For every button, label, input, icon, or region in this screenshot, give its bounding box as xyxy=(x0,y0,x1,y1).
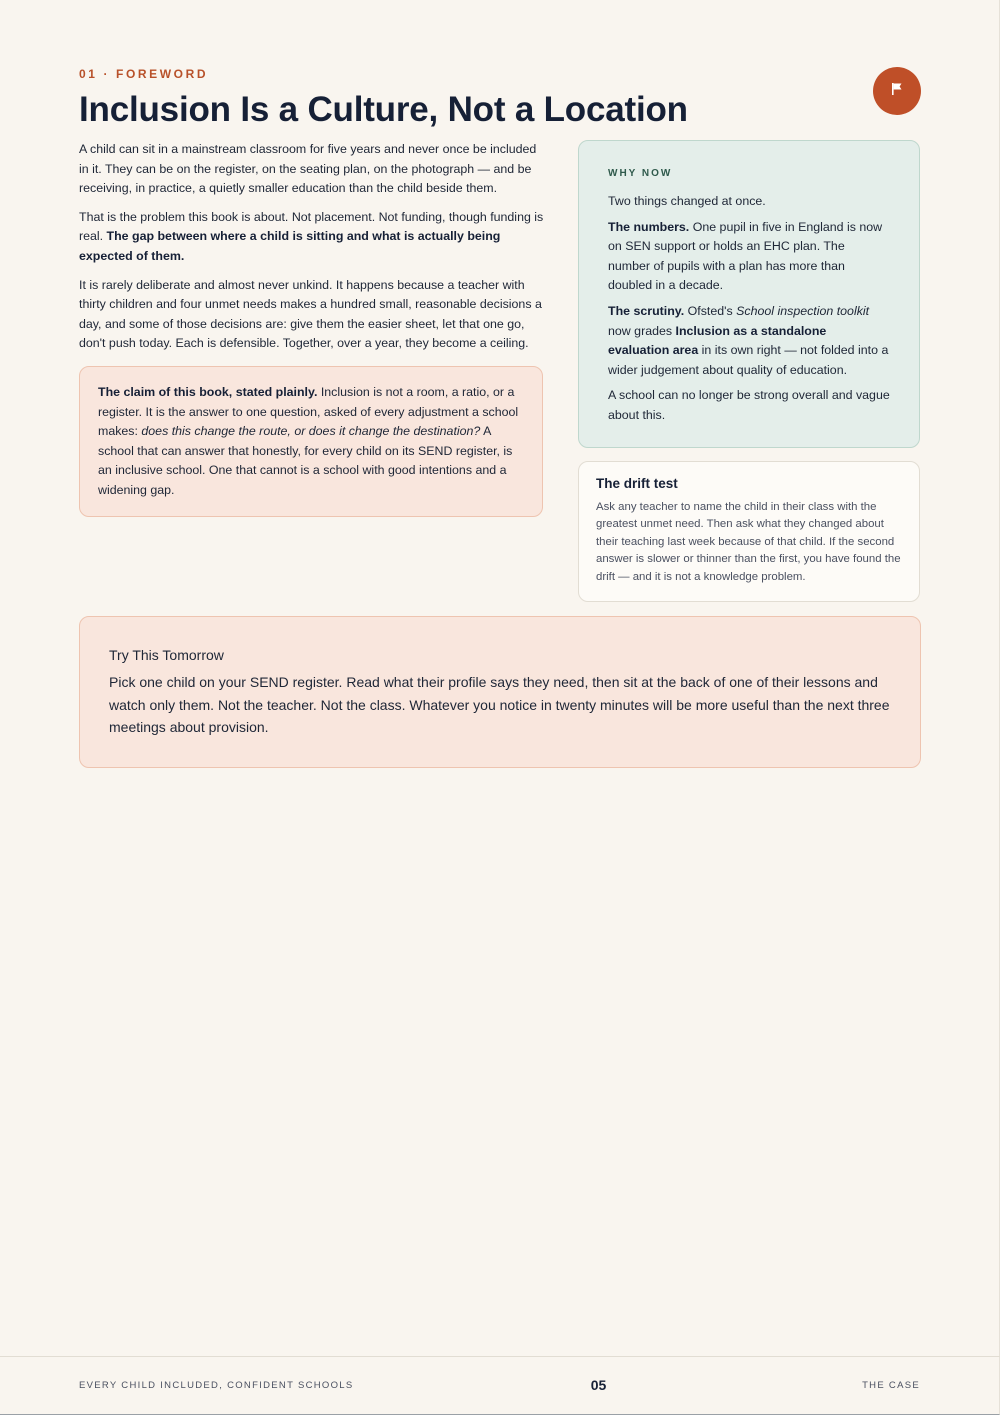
drift-test-title: The drift test xyxy=(596,476,678,491)
intro-paragraph-2 xyxy=(79,208,545,267)
drift-test-text: Ask any teacher to name the child in their class with the greatest unmet need. Then ask what they changed about their teaching last week because of that child. If the second answer is slower or thinner than the first, you have found the drift — and it is not a knowledge problem. xyxy=(596,501,901,583)
intro-paragraph-2-emphasis: The gap between where a child is sitting and what is actually being expected of them. xyxy=(79,229,501,263)
footer-book-title: EVERY CHILD INCLUDED, CONFIDENT SCHOOLS xyxy=(79,1380,354,1391)
intro-paragraph-2-text: That is the problem this book is about. Not placement. Not funding, though funding is real. xyxy=(79,209,544,244)
try-title: Try This Tomorrow xyxy=(109,647,224,663)
why-now-intro: Two things changed at once. xyxy=(608,194,766,208)
scrutiny-text-3: in its own right — not folded into a wider judgement about quality of education. xyxy=(608,343,889,377)
scrutiny-emphasis: Inclusion as a standalone evaluation area xyxy=(608,323,827,358)
intro-paragraph-1: A child can sit in a mainstream classroom for five years and never once be included in it. They can be on the register, on the seating plan, on the photograph — and be receiving, in practice, a quietly smaller education than the child beside them. xyxy=(79,142,537,196)
why-now-numbers xyxy=(608,218,890,296)
scrutiny-toolkit-title: School inspection toolkit xyxy=(736,303,870,318)
page-title: Inclusion Is a Culture, Not a Location xyxy=(79,90,688,129)
why-now-scrutiny xyxy=(608,302,890,380)
claim-callout xyxy=(79,366,543,517)
drift-test-card xyxy=(578,461,920,602)
intro-paragraph-3: It is rarely deliberate and almost never unkind. It happens because a teacher with thirty children and four unmet needs makes a hundred small, reasonable decisions a day, and some of those decisions are: give them the easier sheet, let that one go, don't push today. Each is defensible. Together, over a year, they become a ceiling. xyxy=(79,277,542,351)
claim-text-2: A school that can answer that honestly, for every child on its SEND register, is an inclusive school. One that cannot is a school with good intentions and a widening gap. xyxy=(98,424,513,497)
numbers-lead: The numbers. xyxy=(608,219,690,234)
page-number: 05 xyxy=(590,1377,607,1393)
flag-icon xyxy=(890,82,904,101)
claim-lead: The claim of this book, stated plainly. xyxy=(98,385,318,399)
section-eyebrow: 01 · FOREWORD xyxy=(79,67,209,81)
flag-badge xyxy=(873,67,921,115)
scrutiny-text-2: now grades xyxy=(608,323,676,338)
intro-column xyxy=(79,140,545,363)
why-now-label: WHY NOW xyxy=(608,168,673,179)
try-this-tomorrow-callout xyxy=(79,616,921,768)
why-now-closing: A school can no longer be strong overall and vague about this. xyxy=(608,388,890,422)
scrutiny-lead: The scrutiny. xyxy=(608,303,685,318)
numbers-text: One pupil in five in England is now on SEN support or holds an EHC plan. The number of pupils with a plan has more than doubled in a decade. xyxy=(608,219,883,293)
claim-question: does this change the route, or does it change the destination? xyxy=(141,424,481,439)
footer-divider xyxy=(0,1356,1000,1357)
scrutiny-text-1: Ofsted's xyxy=(684,303,737,318)
why-now-panel xyxy=(578,140,920,448)
try-text: Pick one child on your SEND register. Read what their profile says they need, then sit at the back of one of their lessons and watch only them. Not the teacher. Not the class. Whatever you notice in twenty minutes will be more useful than the next three meetings about provision. xyxy=(109,674,890,736)
footer-section: THE CASE xyxy=(862,1380,920,1391)
claim-text-1: Inclusion is not a room, a ratio, or a register. It is the answer to one question, asked of every adjustment a school makes: xyxy=(98,385,519,439)
